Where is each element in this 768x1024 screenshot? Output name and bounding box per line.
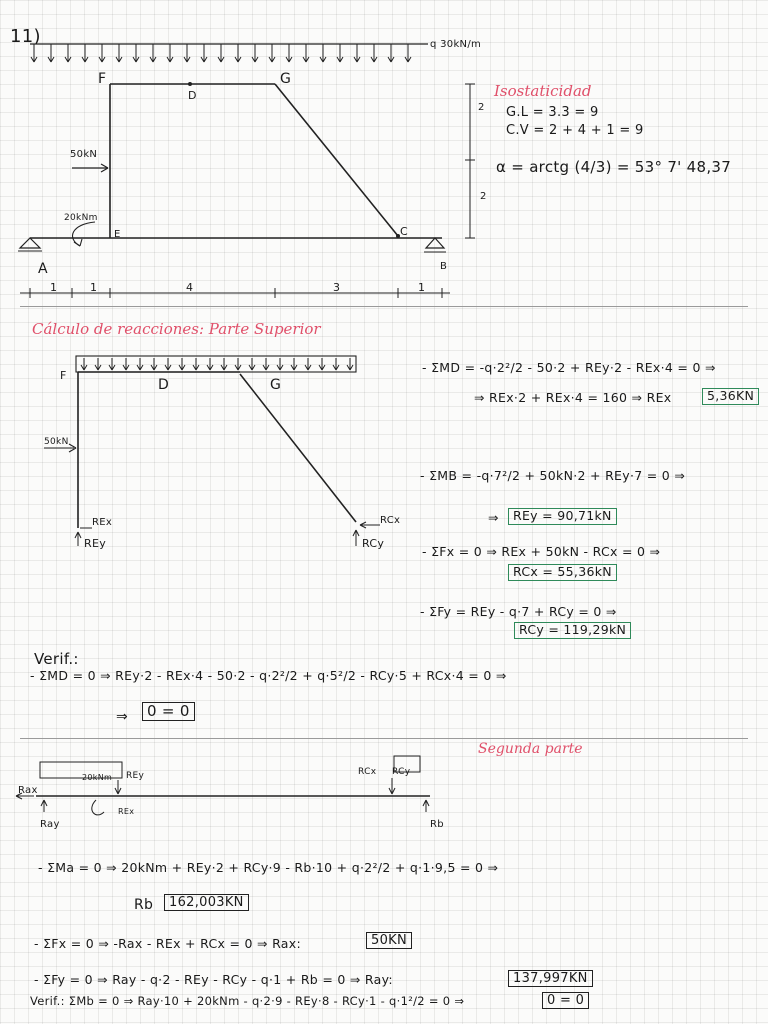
rax-result: 50KN <box>366 932 412 949</box>
rey-result: REy = 90,71kN <box>508 508 617 525</box>
gl-line: G.L = 3.3 = 9 <box>506 105 599 120</box>
rb-result: 162,003KN <box>164 894 249 911</box>
dim-bottom-3: 4 <box>186 281 194 294</box>
eq-md: - ΣMD = -q·2²/2 - 50·2 + REy·2 - REx·4 = 0 ⇒ <box>422 360 716 375</box>
force-label: 50kN <box>70 149 98 160</box>
s3-ray: Ray <box>40 819 60 830</box>
s2-force-label: 50kN <box>44 437 69 447</box>
section2-title: Cálculo de reacciones: Parte Superior <box>32 320 321 338</box>
eq-fx: - ΣFx = 0 ⇒ REx + 50kN - RCx = 0 ⇒ <box>422 544 661 559</box>
dim-bottom-5: 1 <box>418 281 426 294</box>
dim-bottom-2: 1 <box>90 281 98 294</box>
alpha-line: α = arctg (4/3) = 53° 7' 48,37 <box>496 158 732 176</box>
eq-ma: - ΣMa = 0 ⇒ 20kNm + REy·2 + RCy·9 - Rb·10 + q·2²/2 + q·1·9,5 = 0 ⇒ <box>38 860 499 875</box>
eq-fx-2: - ΣFx = 0 ⇒ -Rax - REx + RCx = 0 ⇒ Rax: <box>34 936 301 951</box>
rey-prefix: ⇒ <box>488 510 499 525</box>
node-d-label: D <box>188 89 197 102</box>
ray-result: 137,997KN <box>508 970 593 987</box>
s3-rey: REy <box>126 771 145 781</box>
node-c-label: C <box>400 225 408 238</box>
node-e-label: E <box>114 229 121 240</box>
s2-node-g: G <box>270 377 282 393</box>
problem-number: 11) <box>10 26 41 47</box>
dim-right-2: 2 <box>480 191 487 202</box>
verif-title: Verif.: <box>34 650 79 668</box>
verif-prefix: ⇒ <box>116 709 129 725</box>
dim-bottom-1: 1 <box>50 281 58 294</box>
section3-title: Segunda parte <box>478 741 583 757</box>
verif-eq-2: Verif.: ΣMb = 0 ⇒ Ray·10 + 20kNm - q·2·9 - REy·8 - RCy·1 - q·1²/2 = 0 ⇒ <box>30 994 465 1008</box>
s2-rey: REy <box>84 537 107 550</box>
eq-fy-2: - ΣFy = 0 ⇒ Ray - q·2 - REy - RCy - q·1 + Rb = 0 ⇒ Ray: <box>34 972 393 987</box>
s3-rcy: RCy <box>392 767 411 777</box>
eq-md-2: ⇒ REx·2 + REx·4 = 160 ⇒ REx <box>474 390 672 405</box>
isostaticity-title: Isostaticidad <box>494 82 592 100</box>
s2-node-d: D <box>158 377 170 393</box>
s2-rcx: RCx <box>380 515 401 526</box>
s3-rax: Rax <box>18 785 38 796</box>
s3-rcx: RCx <box>358 767 377 777</box>
node-a-label: A <box>38 261 48 277</box>
s3-rb: Rb <box>430 819 444 830</box>
verif-result-2: 0 = 0 <box>542 992 589 1009</box>
s3-rex: REx <box>118 807 135 816</box>
s3-moment: 20kNm <box>82 773 113 782</box>
s2-node-f: F <box>60 369 67 382</box>
cv-line: C.V = 2 + 4 + 1 = 9 <box>506 123 644 138</box>
rcx-result: RCx = 55,36kN <box>508 564 617 581</box>
load-label: q 30kN/m <box>430 39 482 50</box>
node-f-label: F <box>98 71 107 87</box>
moment-label: 20kNm <box>64 213 98 223</box>
s2-rcy: RCy <box>362 537 385 550</box>
node-g-label: G <box>280 71 292 87</box>
rcy-result: RCy = 119,29kN <box>514 622 631 639</box>
rb-label: Rb <box>134 897 154 913</box>
s2-rex: REx <box>92 517 113 528</box>
verif-result: 0 = 0 <box>142 702 195 721</box>
verif-eq: - ΣMD = 0 ⇒ REy·2 - REx·4 - 50·2 - q·2²/2 + q·5²/2 - RCy·5 + RCx·4 = 0 ⇒ <box>30 668 507 683</box>
dim-right-1: 2 <box>478 102 485 113</box>
eq-fy: - ΣFy = REy - q·7 + RCy = 0 ⇒ <box>420 604 617 619</box>
node-b-label: B <box>440 261 448 272</box>
rex-result: 5,36KN <box>702 388 759 405</box>
dim-bottom-4: 3 <box>333 281 341 294</box>
eq-mb: - ΣMB = -q·7²/2 + 50kN·2 + REy·7 = 0 ⇒ <box>420 468 686 483</box>
